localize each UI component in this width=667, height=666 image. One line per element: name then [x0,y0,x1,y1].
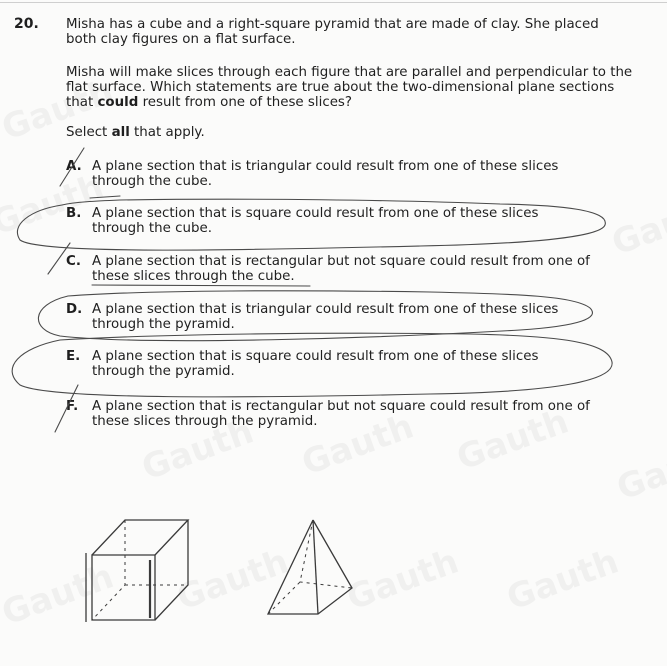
option-line: these slices through the cube. [92,269,295,284]
option-line: through the cube. [92,221,212,236]
option-letter: C. [66,254,81,269]
option-line: A plane section that is rectangular but not square could result from one of [92,254,590,269]
option-letter: E. [66,349,81,364]
pyramid-sketch [268,520,352,614]
cube-sketch [86,520,188,622]
option-line: through the pyramid. [92,364,235,379]
option-letter: A. [66,159,82,174]
question-number: 20. [14,16,39,32]
option-line: A plane section that is square could result from one of these slices [92,206,539,221]
option-line: A plane section that is triangular could result from one of these slices [92,302,559,317]
question-body-emphasis: could [97,95,139,110]
instruction-bold: all [111,125,130,140]
instruction-pre: Select [66,125,112,140]
question-body-tail: result from one of these slices? [138,95,353,110]
option-line: A plane section that is rectangular but not square could result from one of [92,399,590,414]
cross-mark-a [60,148,84,186]
circle-mark-b [17,199,605,250]
option-line: A plane section that is triangular could result from one of these slices [92,159,559,174]
option-line: these slices through the pyramid. [92,414,318,429]
option-letter: D. [66,302,83,317]
circle-mark-e [12,333,612,397]
option-line: A plane section that is square could result from one of these slices [92,349,539,364]
option-line: through the pyramid. [92,317,235,332]
question-body-text: Misha will make slices through each figure that are parallel and perpendicular to the flat surface. Which statements are true about the two-dimensional plane sections that [66,65,633,110]
instruction-post: that apply. [129,125,205,140]
option-letter: B. [66,206,82,221]
question-intro: Misha has a cube and a right-square pyramid that are made of clay. She placed both clay figures on a flat surface. [66,17,599,47]
option-letter: F. [66,399,79,414]
option-line: through the cube. [92,174,212,189]
